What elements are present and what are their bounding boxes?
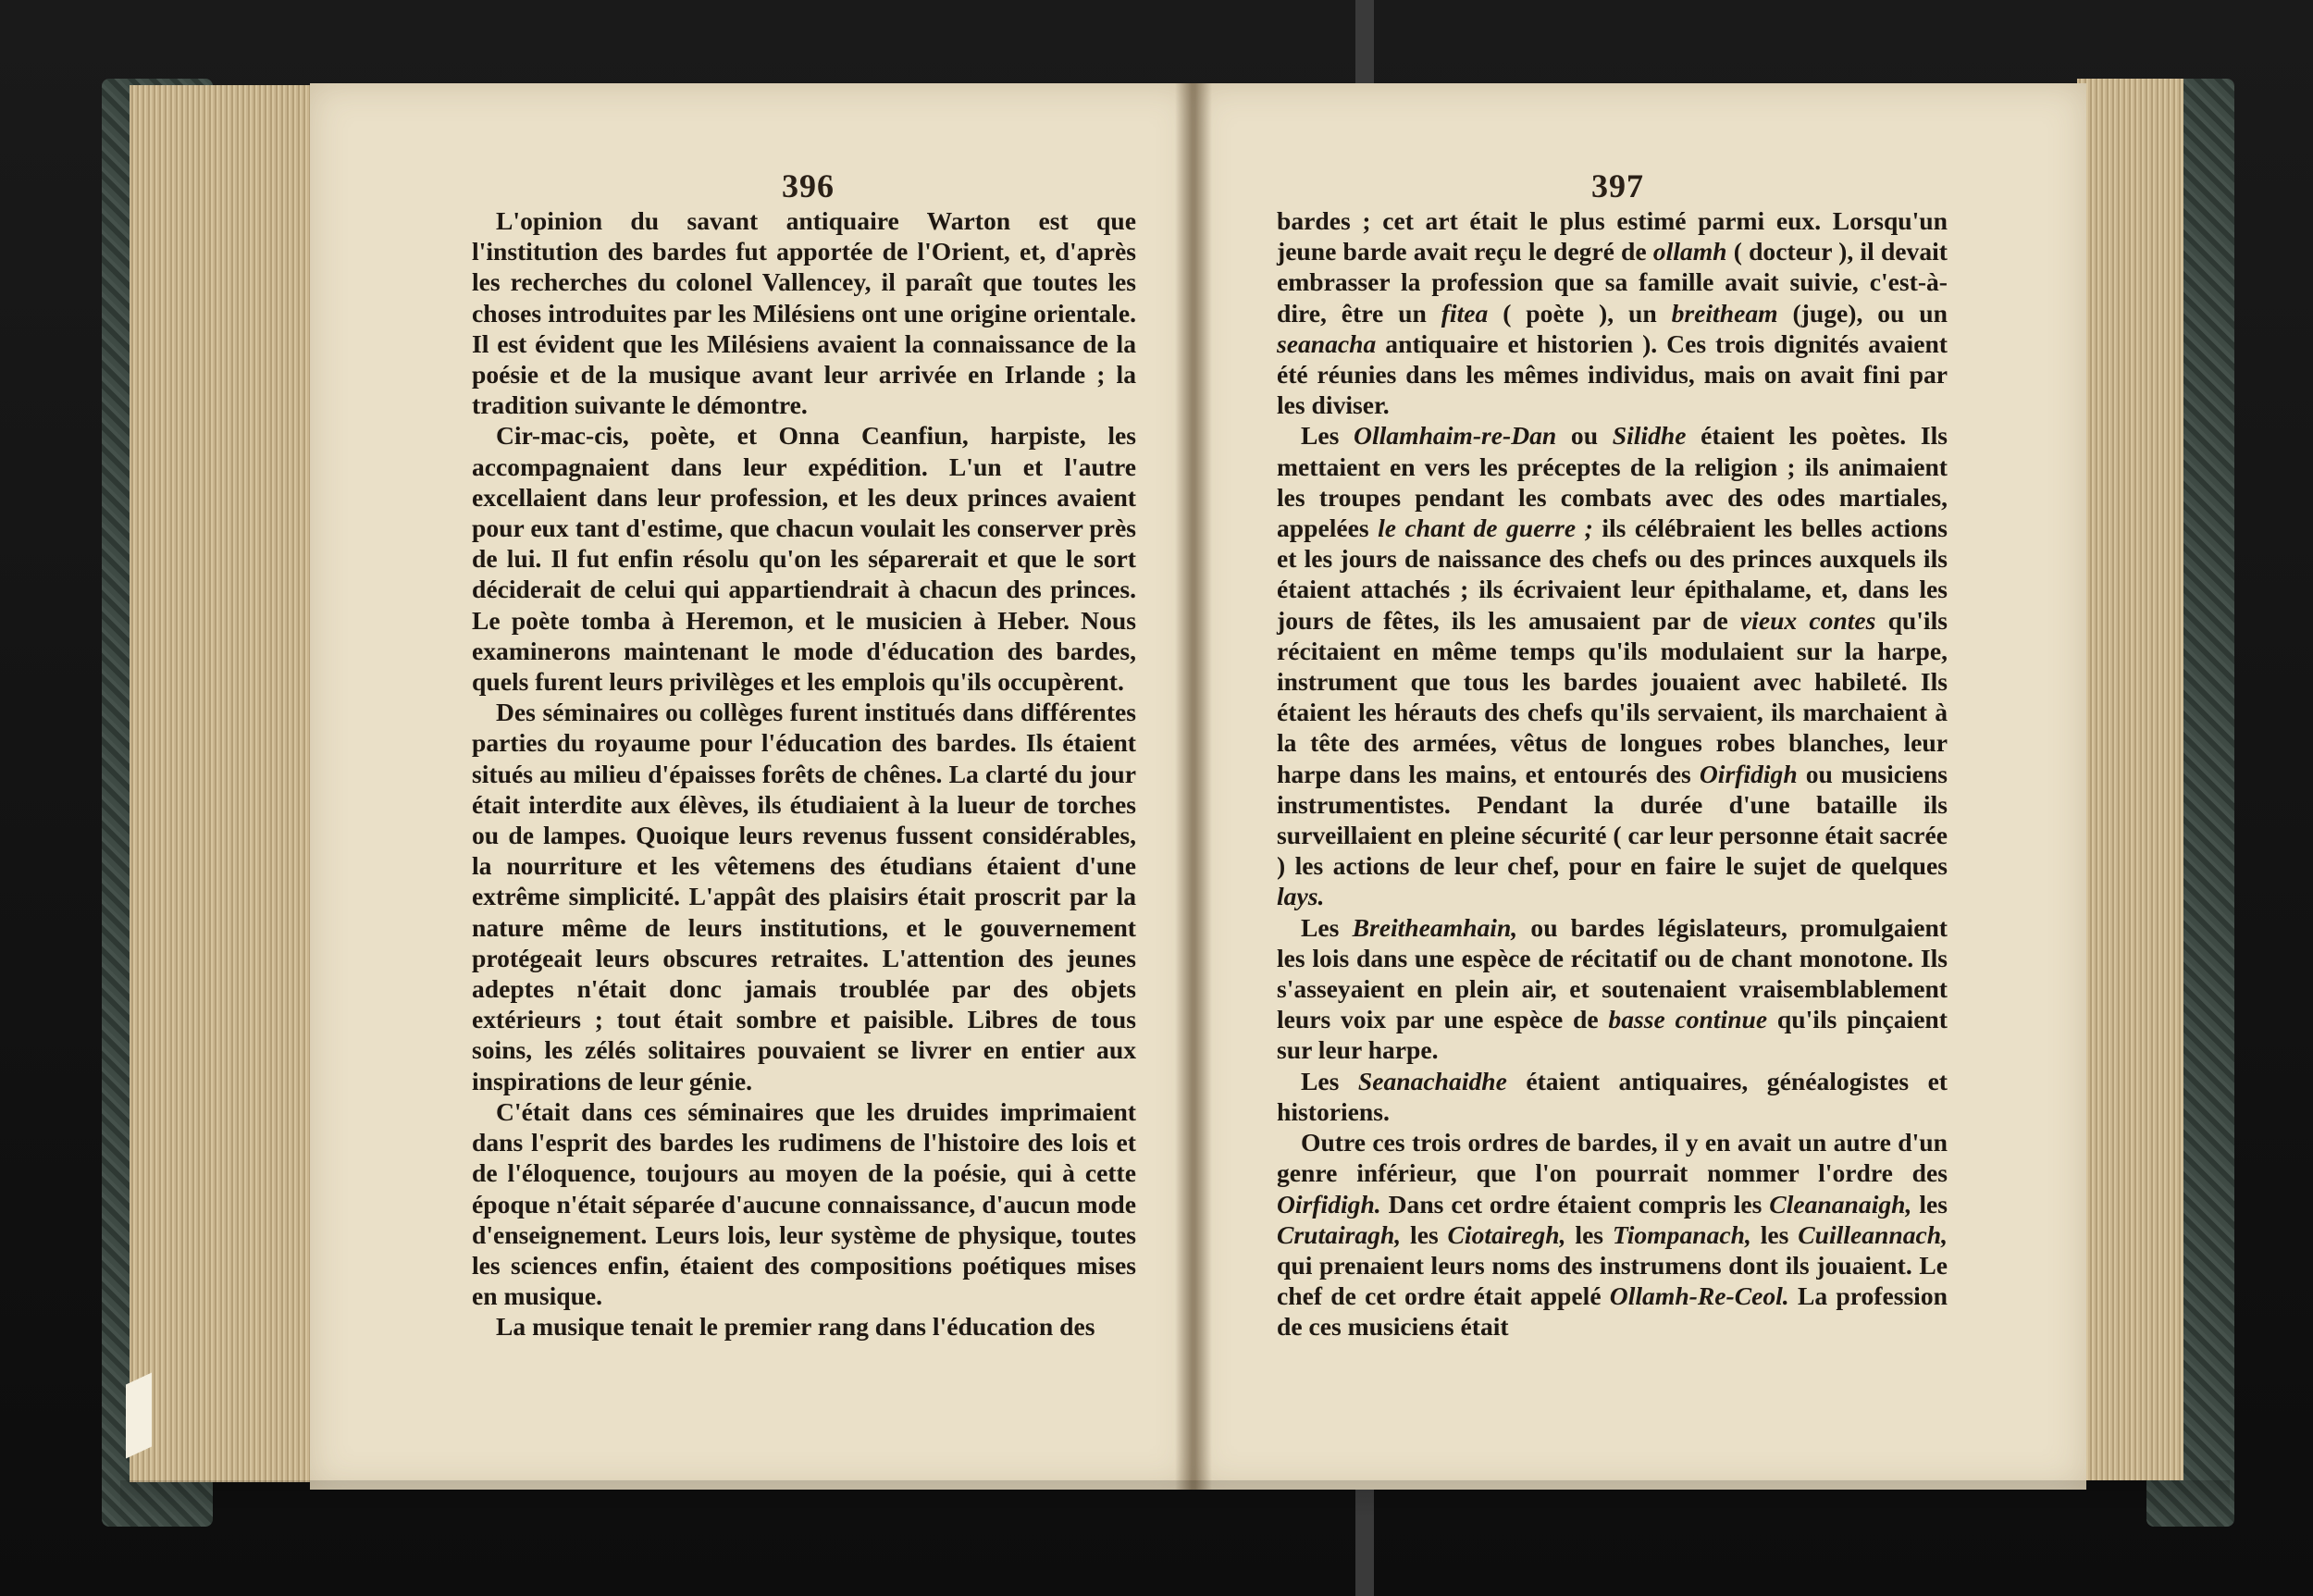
left-paragraph: Des séminaires ou collèges furent institués dans différentes parties du royaume pour l'éducation des bardes. Ils étaient situés au milieu d'épaisses forêts de chênes. La clarté du jour était interdite aux élèves, ils étudiaient à la lueur de torches ou de lampes. Quoique leurs revenus fussent considérables, la nourriture et les vêtemens des étudians étaient d'une extrême simplicité. L'appât des plaisirs était proscrit par la nature même de leurs institutions, et le gouvernement protégeait leurs obscures retraites. L'attention des jeunes adeptes n'était donc jamais troublée par des objets extérieurs ; tout était sombre et paisible. Libres de tous soins, les zélés solitaires pouvaient se livrer en entier aux inspirations de leur génie. bbox=[472, 698, 1136, 1095]
right-paragraph: Les Ollamhaim-re-Dan ou Silidhe étaient les poètes. Ils mettaient en vers les préceptes de la religion ; ils animaient les troupes pendant les combats avec des odes martiales, appelées le chant de guerre ; ils célébraient les belles actions et les jours de naissance des chefs ou des princes auxquels ils étaient attachés ; ils écrivaient leur épithalame, et, dans les jours de fêtes, ils les amusaient par de vieux contes qu'ils récitaient en même temps qu'ils modulaient sur la harpe, instrument que tous les bardes jouaient avec habileté. Ils étaient les hérauts des chefs qu'ils servaient, ils marchaient à la tête des armées, vêtus de longues robes blanches, leur harpe dans les mains, et entourés des Oirfidigh ou musiciens instrumentistes. Pendant la durée d'une bataille ils surveillaient en pleine sécurité ( car leur personne était sacrée ) les actions de leur chef, pour en faire le sujet de quelques lays. bbox=[1277, 421, 1948, 911]
right-paragraph: Les Seanachaidhe étaient antiquaires, généalogistes et historiens. bbox=[1277, 1066, 1948, 1126]
left-page-number: 396 bbox=[782, 167, 835, 204]
left-paragraph: C'était dans ces séminaires que les druides imprimaient dans l'esprit des bardes les rudimens de l'histoire des lois et de l'éloquence, toujours au moyen de la poésie, qui à cette époque n'était séparée d'aucune connaissance, d'aucun mode d'enseignement. Leurs lois, leur système de physique, toutes les sciences enfin, étaient des compositions poétiques mises en musique. bbox=[472, 1096, 1136, 1311]
left-page-text bbox=[472, 205, 1136, 1342]
left-paragraph: La musique tenait le premier rang dans l'éducation des bbox=[496, 1312, 1095, 1342]
right-paragraph: Outre ces trois ordres de bardes, il y en avait un autre d'un genre inférieur, que l'on pourrait nommer l'ordre des Oirfidigh. Dans cet ordre étaient compris les Cleananaigh, les Crutairagh, les Ciotairegh, les Tiompanach, les Cuilleannach, qui prenaient leurs noms des instrumens dont ils jouaient. Le chef de cet ordre était appelé Ollamh-Re-Ceol. La profession de ces musiciens était bbox=[1277, 1128, 1948, 1342]
right-page-number: 397 bbox=[1591, 167, 1644, 204]
left-paragraph: Cir-mac-cis, poète, et Onna Ceanfiun, harpiste, les accompagnaient dans leur expédition. L'un et l'autre excellaient dans leur profession, et les deux princes avaient pour eux tant d'estime, que chacun voulait les conserver près de lui. Il fut enfin résolu qu'on les séparerait et que le sort déciderait de celui qui appartiendrait à chacun des princes. Le poète tomba à Heremon, et le musicien à Heber. Nous examinerons maintenant le mode d'éducation des bardes, quels furent leurs privilèges et les emplois qu'ils occupèrent. bbox=[472, 421, 1136, 697]
page-tab bbox=[126, 1372, 152, 1458]
left-page-edges bbox=[130, 85, 328, 1482]
book-gutter bbox=[1175, 83, 1212, 1490]
left-paragraph: L'opinion du savant antiquaire Warton est que l'institution des bardes fut apportée de l'Orient, et, d'après les recherches du colonel Vallencey, il paraît que toutes les choses introduites par les Milésiens ont une origine orientale. Il est évident que les Milésiens avaient la connaissance de la poésie et de la musique avant leur arrivée en Irlande ; la tradition suivante le démontre. bbox=[472, 206, 1136, 420]
right-page-text bbox=[1277, 205, 1948, 1342]
book-bottom-shadow bbox=[120, 1480, 2230, 1517]
right-paragraph: bardes ; cet art était le plus estimé parmi eux. Lorsqu'un jeune barde avait reçu le degré de ollamh ( docteur ), il devait embrasser la profession que sa famille avait suivie, c'est-à-dire, être un fitea ( poète ), un breitheam (juge), ou un seanacha antiquaire et historien ). Ces trois dignités avaient été réunies dans les mêmes individus, mais on avait fini par les diviser. bbox=[1277, 206, 1948, 420]
right-page-edges bbox=[2077, 79, 2183, 1480]
right-paragraph: Les Breitheamhain, ou bardes législateurs, promulgaient les lois dans une espèce de récitatif ou de chant monotone. Ils s'asseyaient en plein air, et soutenaient vraisemblablement leurs voix par une espèce de basse continue qu'ils pinçaient sur leur harpe. bbox=[1277, 912, 1948, 1065]
